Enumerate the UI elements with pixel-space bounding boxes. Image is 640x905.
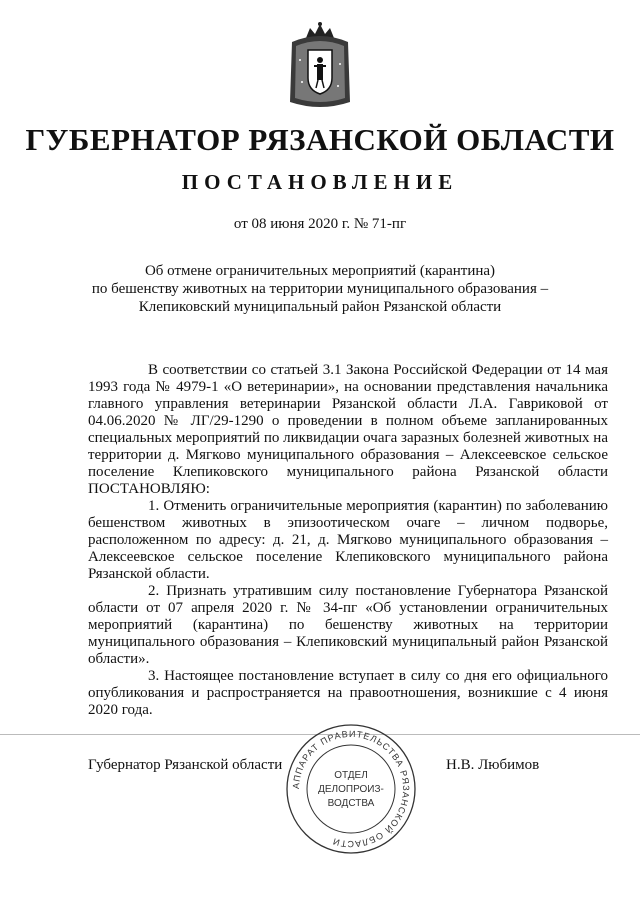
signatory-title: Губернатор Рязанской области: [88, 757, 283, 773]
preamble-paragraph: В соответствии со статьей 3.1 Закона Российской Федерации от 14 мая 1993 года № 4979-1 «О ветеринарии», на основании представления начальника главного управления ветеринарии Рязанской области Л.А. Гавриковой от 04.06.2020 № ЛГ/29-1290 о проведении в полном объеме запланированных специальных мероприятий по ликвидации очага заразных болезней животных на территории д. Мягково муниципального образования – Алексеевское сельское поселение Клепиковского муниципального района Рязанской области ПОСТАНОВЛЯЮ:: [88, 362, 608, 497]
document-subject: [90, 262, 550, 316]
subject-line: Клепиковский муниципальный район Рязанской области: [138, 299, 502, 315]
stamp-center-line: ОТДЕЛ: [334, 770, 368, 781]
stamp-center-line: ДЕЛОПРОИЗ-: [318, 784, 384, 795]
signatory-name: Н.В. Любимов: [446, 757, 540, 773]
clause-3: 3. Настоящее постановление вступает в силу со дня его официального опубликования и распространяется на правоотношения, возникшие с 4 июня 2020 года.: [88, 668, 608, 718]
document-type: ПОСТАНОВЛЕНИЕ: [181, 170, 459, 194]
authority-title: ГУБЕРНАТОР РЯЗАНСКОЙ ОБЛАСТИ: [25, 122, 615, 157]
official-stamp: [284, 722, 418, 856]
clause-1: 1. Отменить ограничительные мероприятия (карантин) по заболеванию бешенством животных в эпизоотическом очаге – личном подворье, расположенном по адресу: д. 21, д. Мягково муниципального образования – Алексеевское сельское поселение Клепиковского муниципального района Рязанской области.: [88, 498, 608, 582]
coat-of-arms-emblem: [284, 20, 356, 112]
document-body: [88, 362, 608, 719]
subject-line: Об отмене ограничительных мероприятий (карантина): [144, 263, 496, 279]
date-number: от 08 июня 2020 г. № 71-пг: [233, 216, 407, 232]
stamp-ring-text: АППАРАТ ПРАВИТЕЛЬСТВА РЯЗАНСКОЙ ОБЛАСТИ: [290, 728, 412, 850]
stamp-center-line: ВОДСТВА: [327, 798, 375, 809]
subject-line: по бешенству животных на территории муниципального образования –: [91, 281, 549, 297]
clause-2: 2. Признать утратившим силу постановление Губернатора Рязанской области от 07 апреля 2020 г. № 34-пг «Об установлении ограничительных мероприятий (карантина) по бешенству животных на территории муниципального образования – Клепиковский муниципальный район Рязанской области».: [88, 583, 608, 667]
